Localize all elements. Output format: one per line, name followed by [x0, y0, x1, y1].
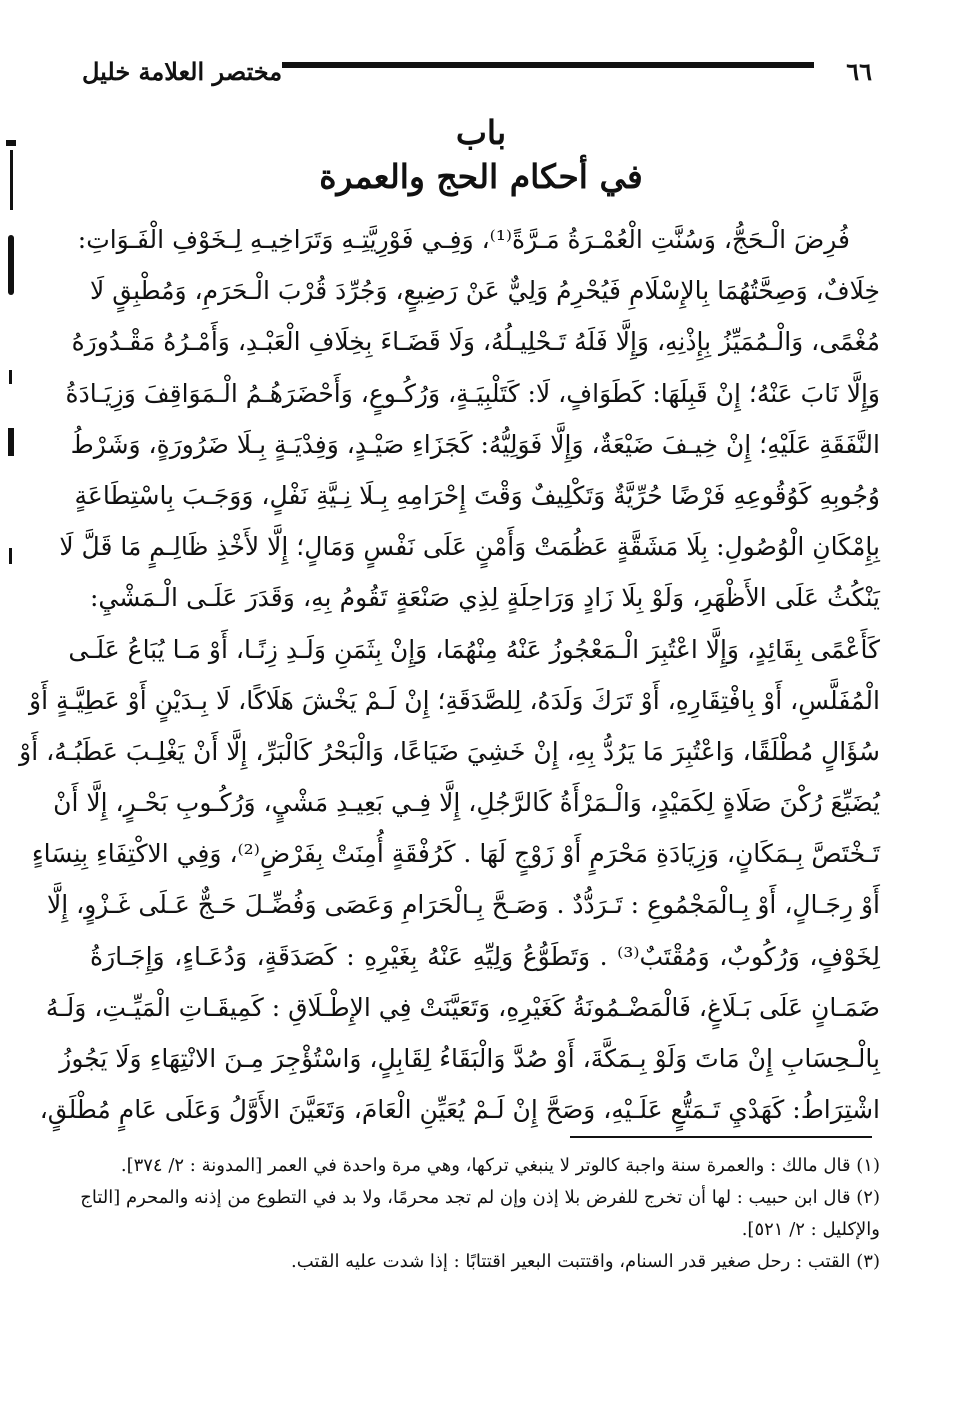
footnote-separator	[570, 1136, 872, 1138]
book-title: مختصر العلامة خليل	[82, 57, 283, 86]
text-line: النَّفَقَةِ عَلَيْهِ؛ إِنْ خِيـفَ ضَيْعَةٌ، وَإِلَّا فَوَلِيُّهُ: كَجَزَاءِ صَيْـدٍ، وَفِدْيَـةٍ بِـلَا ضَرُورَةٍ، وَشَرْطُ	[70, 429, 880, 459]
text-line: تَـخْتَصَّ بِـمَكَانٍ، وَزِيَادَةِ مَحْرَمٍ أَوْ زَوْجٍ لَهَا . كَرُفْقَةٍ أُمِنَتْ بِفَرْضٍ⁽²⁾، وَفِي الاكْتِفَاءِ بِنِسَاءٍ	[31, 839, 880, 869]
footnotes	[80, 1150, 880, 1278]
text-line: يُضَيِّعَ رُكْنَ صَلَاةٍ لِكَمَيْدٍ، وَالْـمَرْأَةُ كَالرَّجُلِ، إِلَّا فِـي بَعِيـدِ مَشْيٍ، وَرُكُـوبِ بَحْـرٍ، إِلَّا أَنْ	[53, 788, 880, 818]
margin-mark	[8, 428, 14, 456]
footnote-3	[90, 1246, 880, 1278]
chapter-label: باب	[455, 113, 507, 152]
footnote-line: والإكليل : ٢/ ٥٢١].	[741, 1219, 880, 1240]
text-line: وُجُوبِهِ كَوُقُوعِهِ فَرْضًا حُرِّيَّةٌ وَتَكْلِيفٌ وَقْتَ إِحْرَامِهِ بِـلَا نِـيَّةِ نَفْلٍ، وَوَجَـبَ بِاسْتِطَاعَةٍ	[74, 480, 880, 510]
margin-mark	[8, 235, 14, 295]
chapter-title: في أحكام الحج والعمرة	[319, 157, 643, 196]
footnote-2	[80, 1182, 880, 1246]
text-line: سُؤَالٍ مُطْلَقًا، وَاعْتُبِرَ مَا يَرُدُّ بِهِ، إِنْ خَشِيَ ضَيَاعًا، وَالْبَحْرُ كَالْبَرِّ، إِلَّا أَنْ يَغْلِـبَ عَطَبُـهُ، أَوْ	[19, 736, 880, 766]
text-line: الْمُفَلَّسِ، أَوْ بِافْتِقَارِهِ، أَوْ تَرَكَ وَلَدَهُ، لِلصَّدَقَةِ؛ إِنْ لَـمْ يَخْشَ هَلَاكًا، لَا بِـدَيْنٍ أَوْ عَطِيَّـةٍ أَوْ	[29, 685, 880, 715]
running-header	[82, 52, 872, 92]
text-line: فُرِضَ الْـحَجُّ، وَسُنَّتِ الْعُمْـرَةُ مَـرَّةً⁽¹⁾، وَفِـي فَوْرِيَّتِـهِ وَتَرَاخِيـهِ لِـخَوْفِ الْفَـوَاتِ:	[77, 225, 850, 254]
main-text	[19, 214, 880, 1135]
text-line: بِالْـحِسَابِ إِنْ مَاتَ وَلَوْ بِـمَكَّةَ، أَوْ صُدَّ وَالْبَقَاءُ لِقَابِلٍ، وَاسْتُؤْجِرَ مِـنَ الانْتِهَاءِ وَلَا يَجُوزُ	[59, 1044, 880, 1073]
page-number: ٦٦	[846, 57, 872, 86]
text-line: يَنْكُثُ عَلَى الأَظْهَرِ، وَلَوْ بِلَا زَادٍ وَرَاحِلَةٍ لِذِي صَنْعَةٍ تَقُومُ بِهِ، وَقَدَرَ عَلَـى الْـمَشْيِ:	[90, 583, 880, 613]
footnote-line: (٣) القتب : رحل صغير قدر السنام، واقتتبت البعير اقتتابًا : إذا شدت عليه القتب.	[291, 1251, 880, 1272]
text-line: لِخَوْفٍ، وَرُكُوبٌ، وَمُقْتَبٌ⁽³⁾ . وَتَطَوُّعُ وَلِيِّهِ عَنْهُ بِغَيْرِهِ : كَصَدَقَةٍ، وَدُعَـاءٍ، وَإِجَـارَةُ	[90, 941, 880, 971]
text-line: أَوْ رِجَـالٍ، أَوْ بِـالْمَجْمُوعِ : تَـرَدُّدٌ . وَصَـحَّ بِـالْحَرَامِ وَعَصَى وَفُضِّـلَ حَـجٌّ عَـلَى غَـزْوٍ، إِلَّا	[46, 890, 880, 920]
header-rule	[282, 62, 814, 68]
text-line: كَأَعْمًى بِقَائِدٍ، وَإِلَّا اعْتُبِرَ الْـمَعْجُوزُ عَنْهُ مِنْهُمَا، وَإِنْ بِثَمَنِ وَلَـدِ زِنًـا، أَوْ مَـا يُبَاعُ عَلَـى	[68, 634, 880, 664]
footnote-line: (٢) قال ابن حبيب : لها أن تخرج للفرض بلا إذن وإن لم تجد محرمًا، ولا بد في التطوع من إذنه والمحرم [التاج	[80, 1187, 880, 1208]
footnote-1	[90, 1150, 880, 1182]
text-line: مُغْمًى، وَالْـمُمَيِّزُ بِإِذْنِهِ، وَإِلَّا فَلَهُ تَـحْلِيـلُهُ، وَلَا قَضَـاءَ بِخِلَافِ الْعَبْـدِ، وَأَمْـرُهُ مَقْـدُورَهُ	[71, 327, 880, 357]
text-line: اشْتِرَاطُ: كَهَدْيِ تَـمَتُّعٍ عَلَـيْهِ، وَصَحَّ إِنْ لَـمْ يُعَيِّنِ الْعَامَ، وَتَعَيَّنَ الأَوَّلُ وَعَلَى عَامٍ مُطْلَقٍ،	[39, 1095, 880, 1125]
text-line: بِإِمْكَانِ الْوُصُولِ: بِلَا مَشَقَّةٍ عَظُمَتْ وَأَمْنٍ عَلَى نَفْسٍ وَمَالٍ؛ إِلَّا لأَخْذِ ظَالِـمٍ مَا قَلَّ لَا	[59, 532, 880, 562]
text-line: وَإِلَّا نَابَ عَنْهُ؛ إِنْ قَبِلَهَا: كَطَوَافٍ، لَا: كَتَلْبِيَـةٍ، وَرُكُـوعٍ، وَأَحْضَرَهُـمُ الْـمَوَاقِفَ وَزِيَـادَةُ	[65, 378, 880, 408]
text-line: ضَمَـانٍ عَلَى بَـلَاغٍ، فَالْمَضْـمُونَةُ كَغَيْرِهِ، وَتَعَيَّنَتْ فِي الإِطْـلَاقِ : كَمِيقَـاتِ الْمَيِّـتِ، وَلَـهُ	[45, 992, 880, 1022]
footnote-line: (١) قال مالك : والعمرة سنة واجبة كالوتر لا ينبغي تركها، وهي مرة واحدة في العمر [المدونة : ٢/ ٣٧٤].	[120, 1155, 880, 1176]
text-line: خِلَافٌ، وَصِحَّتُهُمَا بِالإِسْلَامِ فَيُحْرِمُ وَلِيٌّ عَنْ رَضِيعٍ، وَجُرِّدَ قُرْبَ الْـحَرَمِ، وَمُطْبِقٍ لَا	[90, 276, 880, 306]
margin-mark	[9, 370, 12, 384]
margin-mark	[9, 548, 12, 564]
